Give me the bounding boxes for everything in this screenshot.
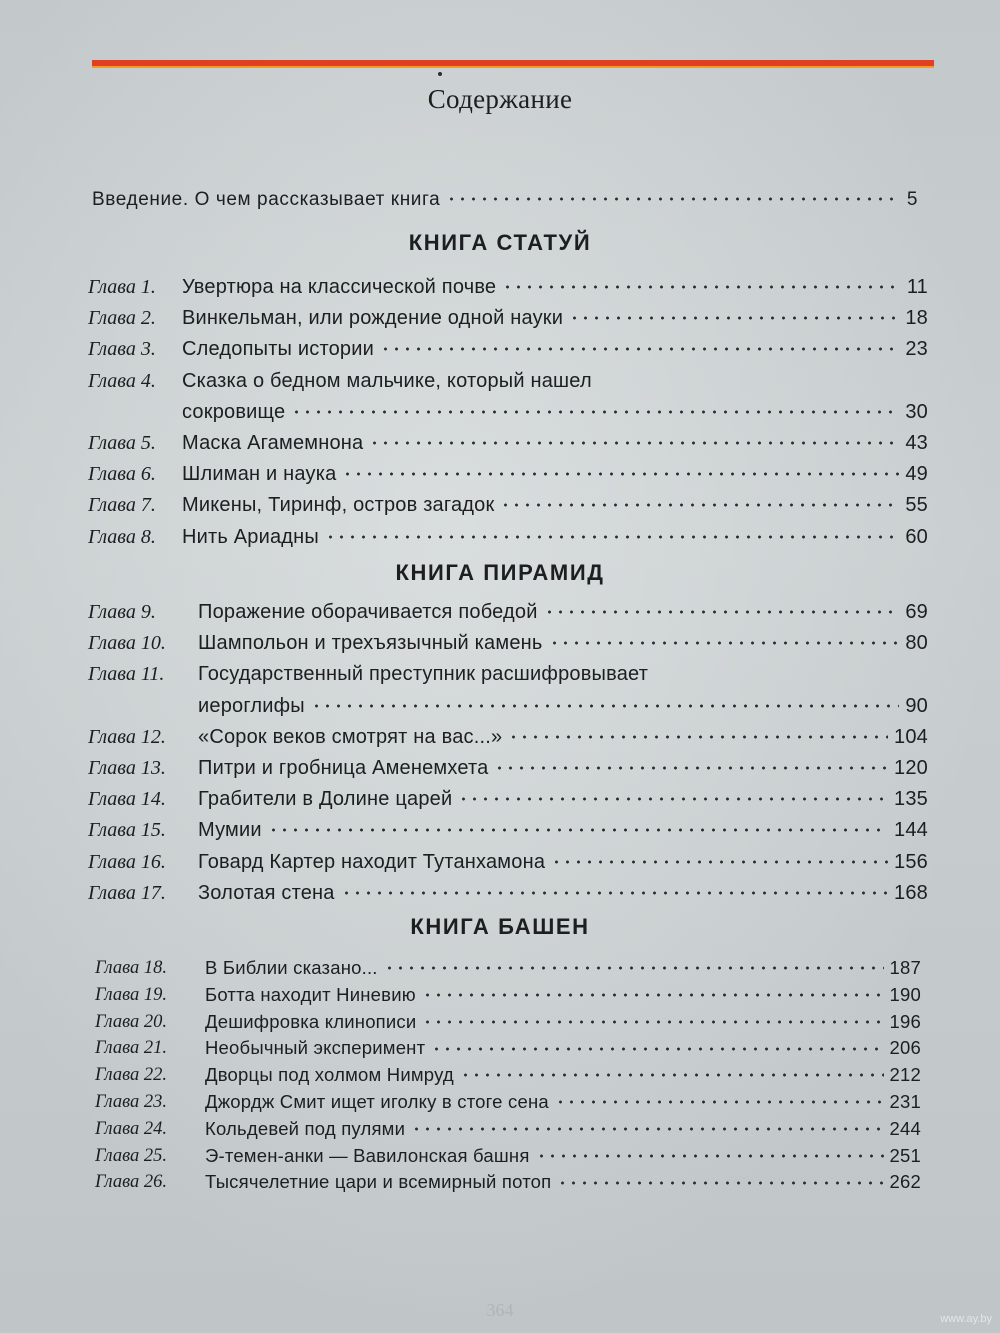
dot-leader [325,523,899,543]
chapter-word: Глава [95,1065,140,1086]
chapter-word: Глава [88,632,136,655]
entry-title [205,1116,921,1143]
chapter-label [95,1062,205,1089]
toc-entry [95,1062,921,1089]
entry-title-line: Шлиман и наука [182,463,337,486]
section-heading-pyramids: КНИГА ПИРАМИД [395,560,605,585]
chapter-number: 6. [140,463,156,486]
dot-leader [551,848,888,868]
entry-page-number: 156 [894,850,928,873]
entry-title-line: Государственный преступник расшифровывает [198,663,649,686]
entry-title-line: Необычный эксперимент [205,1037,426,1059]
toc-section-statues [88,272,928,553]
entry-title [205,1062,921,1089]
entry-page-number: 206 [889,1037,921,1059]
dot-leader [544,598,900,618]
chapter-number: 18. [143,958,167,978]
entry-title-line: Микены, Тиринф, остров загадок [182,494,495,517]
entry-title-line: Увертюра на классической почве [182,276,497,298]
entry-title-line: Шампольон и трехъязычный камень [198,632,543,655]
dot-leader [549,629,900,649]
chapter-number: 2. [140,307,156,330]
dot-leader [557,1170,883,1189]
chapter-label [88,597,198,628]
chapter-number: 9. [140,601,156,623]
chapter-label [88,303,182,334]
entry-title [198,597,928,628]
chapter-word: Глава [88,725,136,748]
chapter-word: Глава [88,601,136,623]
entry-title [205,1035,921,1062]
chapter-word: Глава [95,958,140,978]
dot-leader [342,460,899,480]
dot-leader [508,723,888,743]
chapter-number: 13. [140,757,166,780]
entry-title-line: Тысячелетние цари и всемирный потоп [205,1171,552,1193]
entry-title-line: Золотая стена [198,881,335,904]
chapter-number: 10. [140,632,166,655]
entry-page-number: 190 [889,983,921,1005]
entry-page-number: 212 [889,1064,921,1086]
entry-page-number: 144 [894,819,928,842]
entry-title-line: Дворцы под холмом Нимруд [205,1064,454,1086]
chapter-word: Глава [88,819,136,842]
toc-entry [88,522,928,553]
chapter-label [88,722,198,753]
entry-title [182,428,928,459]
toc-entry [88,597,928,628]
entry-page-number: 231 [889,1090,921,1112]
chapter-word: Глава [88,850,136,873]
chapter-word: Глава [95,1091,140,1112]
entry-title [182,522,928,553]
dot-leader [446,186,901,205]
entry-title-line: Кольдевей под пулями [205,1117,406,1139]
entry-page-number: 251 [889,1144,921,1166]
entry-title-line: Говард Картер находит Тутанхамона [198,850,546,873]
chapter-word: Глава [88,463,136,486]
dot-leader [422,1009,883,1028]
toc-section-towers [95,955,921,1196]
chapter-word: Глава [95,1172,140,1193]
entry-title-line: Сказка о бедном мальчике, который нашел [182,369,592,392]
entry-title-line: Нить Ариадны [182,525,319,548]
toc-entry [95,1116,921,1143]
entry-page-number: 187 [889,957,921,978]
chapter-label [88,522,182,553]
entry-title [182,334,928,365]
entry-title [205,1169,921,1196]
dot-leader [555,1089,884,1108]
toc-entry [88,878,928,909]
entry-title [182,272,928,303]
chapter-number: 3. [140,338,156,361]
entry-page-number: 30 [905,400,928,423]
dot-leader [500,491,899,511]
entry-title [198,847,928,878]
toc-entry [88,628,928,659]
chapter-number: 14. [140,788,166,811]
entry-title [182,490,928,521]
dot-leader [494,754,888,774]
chapter-label [95,1009,205,1036]
dot-leader [502,273,901,293]
chapter-word: Глава [88,663,136,686]
entry-page-number: 262 [889,1171,921,1193]
entry-page-number: 168 [894,881,928,904]
chapter-word: Глава [88,525,136,548]
entry-title-line: Винкельман, или рождение одной науки [182,307,564,330]
chapter-label [88,659,198,690]
entry-page-number: 60 [905,525,928,548]
entry-title [198,753,928,784]
chapter-number: 19. [143,984,167,1005]
chapter-label [88,628,198,659]
entry-page-number: 23 [905,338,928,361]
toc-entry [88,490,928,521]
chapter-label [95,1035,205,1062]
page-folio: 364 [486,1300,514,1320]
entry-title [182,303,928,334]
chapter-label [95,955,205,982]
chapter-number: 1. [140,276,156,298]
entry-page-number: 69 [905,601,928,623]
toc-entry [88,459,928,490]
toc-entry [88,753,928,784]
chapter-word: Глава [88,494,136,517]
ornament-dot [438,72,442,76]
toc-entry [88,847,928,878]
chapter-label [95,1143,205,1170]
entry-title-line: иероглифы [198,694,305,717]
toc-entry [88,303,928,334]
entry-page-number: 90 [905,694,928,717]
page-title: Содержание [427,84,573,114]
chapter-label [88,753,198,784]
entry-title [198,815,928,846]
chapter-label [88,366,182,397]
chapter-label [88,784,198,815]
chapter-word: Глава [95,1011,140,1032]
entry-page-number: 120 [894,757,928,780]
entry-title-line: Питри и гробница Аменемхета [198,757,489,780]
entry-title [198,722,928,753]
chapter-number: 22. [143,1065,167,1086]
entry-title [198,659,928,721]
toc-entry [95,1035,921,1062]
dot-leader [311,692,899,712]
entry-title-line: Э-темен-анки — Вавилонская башня [205,1144,530,1166]
dot-leader [411,1116,883,1135]
intro-page-number: 5 [906,189,918,210]
chapter-label [95,982,205,1009]
dot-leader [536,1143,884,1162]
chapter-number: 7. [140,494,156,517]
entry-title [198,878,928,909]
entry-page-number: 43 [905,432,928,455]
entry-page-number: 49 [905,463,928,486]
chapter-number: 24. [143,1118,167,1139]
entry-page-number: 11 [906,276,928,298]
toc-entry [88,428,928,459]
chapter-label [88,490,182,521]
entry-title [205,1009,921,1036]
dot-leader [268,816,888,836]
chapter-number: 16. [140,850,166,873]
entry-page-number: 135 [894,788,928,811]
chapter-label [88,878,198,909]
entry-title-line: В Библии сказано... [205,957,378,978]
chapter-word: Глава [88,881,136,904]
entry-page-number: 196 [889,1010,921,1032]
entry-title [205,955,921,982]
toc-entry [88,784,928,815]
toc-entry [95,1009,921,1036]
chapter-word: Глава [88,307,136,330]
toc-entry [95,955,921,982]
chapter-word: Глава [88,757,136,780]
toc-section-pyramids [88,597,928,909]
chapter-number: 23. [143,1091,167,1112]
entry-title [205,1089,921,1116]
red-header-rule [92,60,934,68]
entry-title-line: Мумии [198,819,262,842]
chapter-word: Глава [88,788,136,811]
chapter-label [95,1169,205,1196]
intro-label: Введение. О чем рассказывает книга [92,189,441,210]
chapter-word: Глава [95,984,140,1005]
chapter-label [88,847,198,878]
dot-leader [458,785,888,805]
entry-page-number: 55 [905,494,928,517]
chapter-label [88,428,182,459]
chapter-label [88,272,182,303]
chapter-word: Глава [88,432,136,455]
toc-entry [88,366,928,428]
toc-entry [88,815,928,846]
toc-intro-row [92,186,918,211]
entry-page-number: 80 [905,632,928,655]
chapter-number: 4. [140,369,156,392]
entry-title-line: Поражение оборачивается победой [198,601,538,623]
entry-title-line: Джордж Смит ищет иголку в стоге сена [205,1090,549,1112]
entry-title-line: Ботта находит Ниневию [205,983,416,1005]
chapter-label [88,334,182,365]
entry-title-line: Грабители в Долине царей [198,788,453,811]
toc-entry [95,1143,921,1170]
chapter-number: 25. [143,1145,167,1166]
entry-page-number: 104 [894,725,928,748]
dot-leader [341,879,888,899]
section-heading-towers: КНИГА БАШЕН [410,914,590,939]
chapter-number: 15. [140,819,166,842]
toc-entry [88,272,928,303]
entry-title [205,982,921,1009]
chapter-number: 12. [140,725,166,748]
entry-title [205,1143,921,1170]
chapter-number: 11. [140,663,165,686]
entry-title [182,366,928,428]
watermark-text: www.ay.by [940,1313,992,1325]
chapter-number: 26. [143,1172,167,1193]
chapter-number: 5. [140,432,156,455]
entry-title-line: сокровище [182,400,286,423]
dot-leader [291,398,899,418]
chapter-word: Глава [88,276,136,298]
dot-leader [422,982,884,1001]
entry-title-line: Следопыты истории [182,338,374,361]
chapter-word: Глава [95,1145,140,1166]
chapter-number: 20. [143,1011,167,1032]
dot-leader [460,1063,884,1082]
dot-leader [431,1036,883,1055]
chapter-word: Глава [88,338,136,361]
toc-entry [95,1089,921,1116]
dot-leader [380,335,899,355]
chapter-number: 17. [140,881,166,904]
toc-entry [88,659,928,721]
entry-page-number: 244 [889,1117,921,1139]
chapter-number: 21. [143,1038,167,1059]
entry-title-line: Дешифровка клинописи [205,1010,417,1032]
chapter-word: Глава [95,1038,140,1059]
chapter-word: Глава [95,1118,140,1139]
toc-entry [88,334,928,365]
dot-leader [384,956,884,975]
dot-leader [369,429,899,449]
chapter-label [88,815,198,846]
entry-title [198,784,928,815]
toc-entry [88,722,928,753]
chapter-label [95,1089,205,1116]
toc-entry [95,1169,921,1196]
dot-leader [569,304,899,324]
entry-title [182,459,928,490]
toc-entry [95,982,921,1009]
section-heading-statues: КНИГА СТАТУЙ [408,230,592,255]
entry-title-line: Маска Агамемнона [182,432,364,455]
chapter-word: Глава [88,369,136,392]
entry-title-line: «Сорок веков смотрят на вас...» [198,725,503,748]
chapter-label [95,1116,205,1143]
entry-page-number: 18 [905,307,928,330]
entry-title [198,628,928,659]
chapter-label [88,459,182,490]
chapter-number: 8. [140,525,156,548]
